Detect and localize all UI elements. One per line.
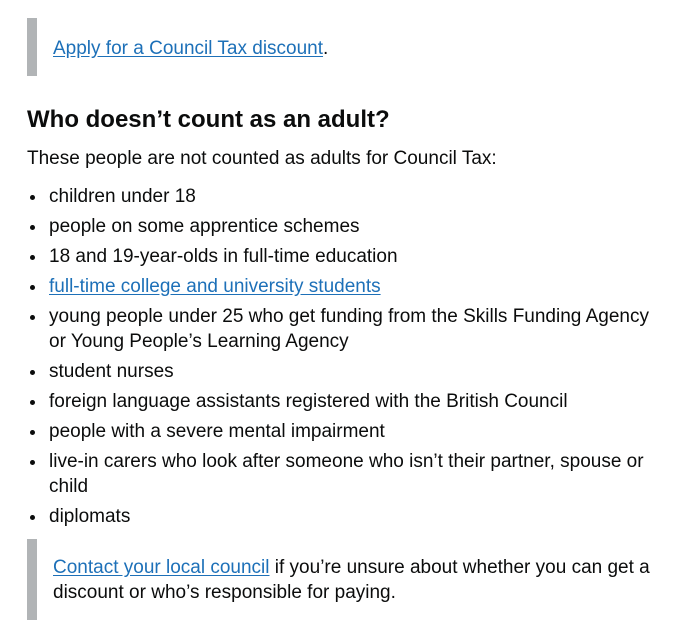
list-item: student nurses: [27, 359, 657, 384]
list-item: 18 and 19-year-olds in full-time education: [27, 244, 657, 269]
students-link[interactable]: full-time college and university students: [49, 276, 381, 297]
discount-inset: [27, 18, 647, 76]
list-item: live-in carers who look after someone who isn’t their partner, spouse or child: [27, 449, 657, 499]
contact-inset-text: [53, 555, 653, 605]
list-item: people with a severe mental impairment: [27, 419, 657, 444]
list-item: diplomats: [27, 504, 657, 529]
apply-discount-link[interactable]: Apply for a Council Tax discount: [53, 38, 324, 59]
list-item: foreign language assistants registered with the British Council: [27, 389, 657, 414]
list-item: young people under 25 who get funding from the Skills Funding Agency or Young People’s Learning Agency: [27, 304, 657, 354]
inset-suffix: .: [323, 38, 329, 59]
not-adults-list: [27, 184, 657, 534]
section-heading: Who doesn’t count as an adult?: [27, 106, 390, 133]
contact-inset: [27, 539, 650, 620]
contact-council-link[interactable]: Contact your local council: [53, 557, 270, 578]
intro-text: These people are not counted as adults for Council Tax:: [27, 148, 497, 169]
list-item-students: [27, 274, 657, 299]
discount-inset-text: [53, 36, 328, 61]
contact-inset-rest: if you’re unsure about whether you can get a discount or who’s responsible for paying.: [53, 557, 650, 603]
list-item: children under 18: [27, 184, 657, 209]
list-item: people on some apprentice schemes: [27, 214, 657, 239]
